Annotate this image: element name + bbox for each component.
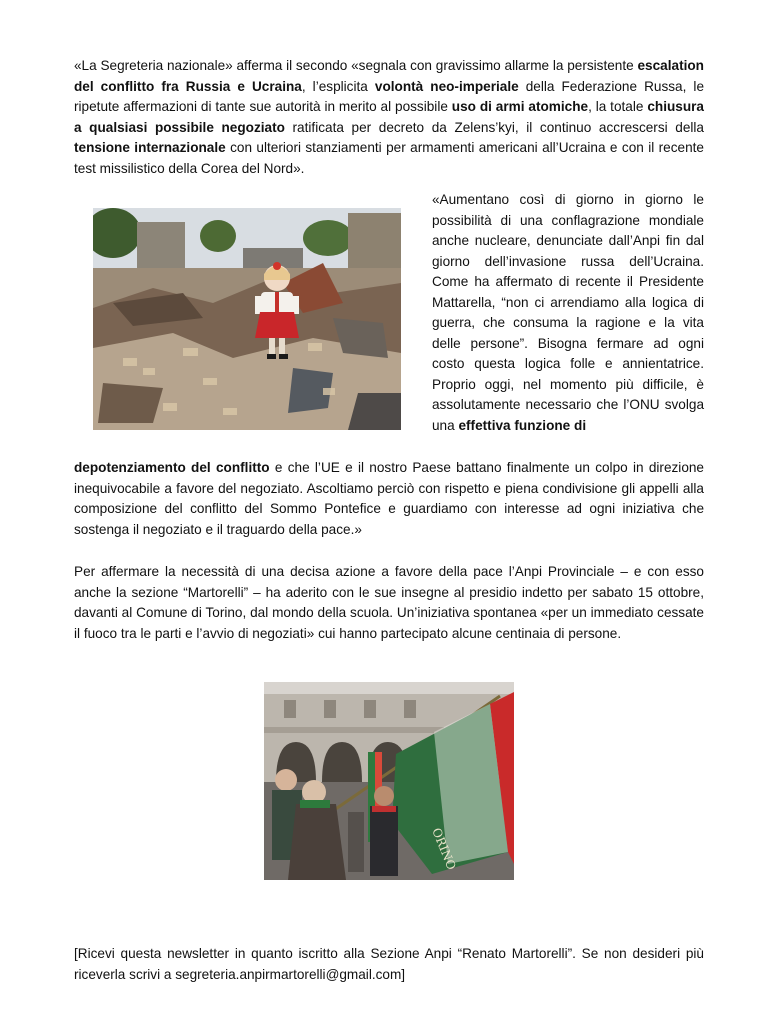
bold-run: chiusura a qualsiasi possibile negoziato [74, 99, 704, 135]
paragraph-segreteria [74, 56, 704, 179]
paragraph-presidio: Per affermare la necessità di una decisa azione a favore della pace l’Anpi Provinciale – e con esso anche la sezione “Martorelli” – ha aderito con le sue insegne al presidio indetto per sabato 15 ottobre, davanti al Comune di Torino, dal mondo della scuola. Un’iniziativa spontanea «per un immediato cessate il fuoco tra le parti e l’avvio di negoziati» cui hanno partecipato alcune centinaia di persone. [74, 564, 704, 641]
bold-run: depotenziamento del conflitto [74, 460, 270, 475]
paragraph-quote-part1 [432, 190, 704, 436]
text-run: «La Segreteria nazionale» afferma il secondo «segnala con gravissimo allarme la persistente [74, 58, 638, 73]
bold-run: tensione internazionale [74, 140, 226, 155]
text-run: ratificata per decreto da Zelens’kyi, il continuo accrescersi della [284, 119, 704, 135]
text-run: con ulteriori stanziamenti per armamenti americani all’Ucraina e con il recente test missilistico della Corea del Nord». [74, 140, 704, 176]
flag-lettering: ORINO [429, 825, 459, 872]
text-run: della Federazione Russa, le ripetute affermazioni di tante sue autorità in merito al possibile [74, 78, 705, 114]
text-run: , l’esplicita [301, 78, 375, 94]
bold-run: volontà neo-imperiale [374, 78, 519, 94]
text-run: e che l’UE e il nostro Paese battano finalmente un colpo in direzione inequivocabile a favore del negoziato. Ascoltiamo perciò con rispetto e piena condivisione gli appelli alla composizione del conflitto del Sommo Pontefice e guardiamo con interesse ad ogni iniziativa che sostenga il negoziato e il traguardo della pace.» [74, 460, 704, 537]
photo-demonstration-flags [264, 682, 514, 880]
bold-run: escalation del conflitto fra Russia e Ucraina [74, 58, 704, 94]
bold-run: uso di armi atomiche [451, 99, 589, 114]
bold-run: effettiva funzione di [458, 417, 587, 433]
text-run: «Aumentano così di giorno in giorno le possibilità di una conflagrazione mondiale anche nucleare, denunciate dall’Anpi fin dal giorno dell’invasione russa dell’Ucraina. Come ha affermato di recente il Presidente Mattarella, “non ci arrendiamo alla logica di guerra, che consuma la ragione e la vita delle persone”. Bisogna fermare ad ogni costo questa logica folle e annientatrice. Proprio oggi, nel momento più difficile, è assolutamente necessario che l’ONU svolga una [432, 192, 704, 433]
newsletter-footer-note: [Ricevi questa newsletter in quanto iscritto alla Sezione Anpi “Renato Martorelli”. Se non desideri più riceverla scrivi a segreteria.anpirmartorelli@gmail.com] [74, 946, 704, 982]
paragraph-quote-part2 [74, 458, 704, 540]
text-run: , la totale [588, 99, 648, 114]
photo-child-in-rubble [93, 208, 401, 430]
